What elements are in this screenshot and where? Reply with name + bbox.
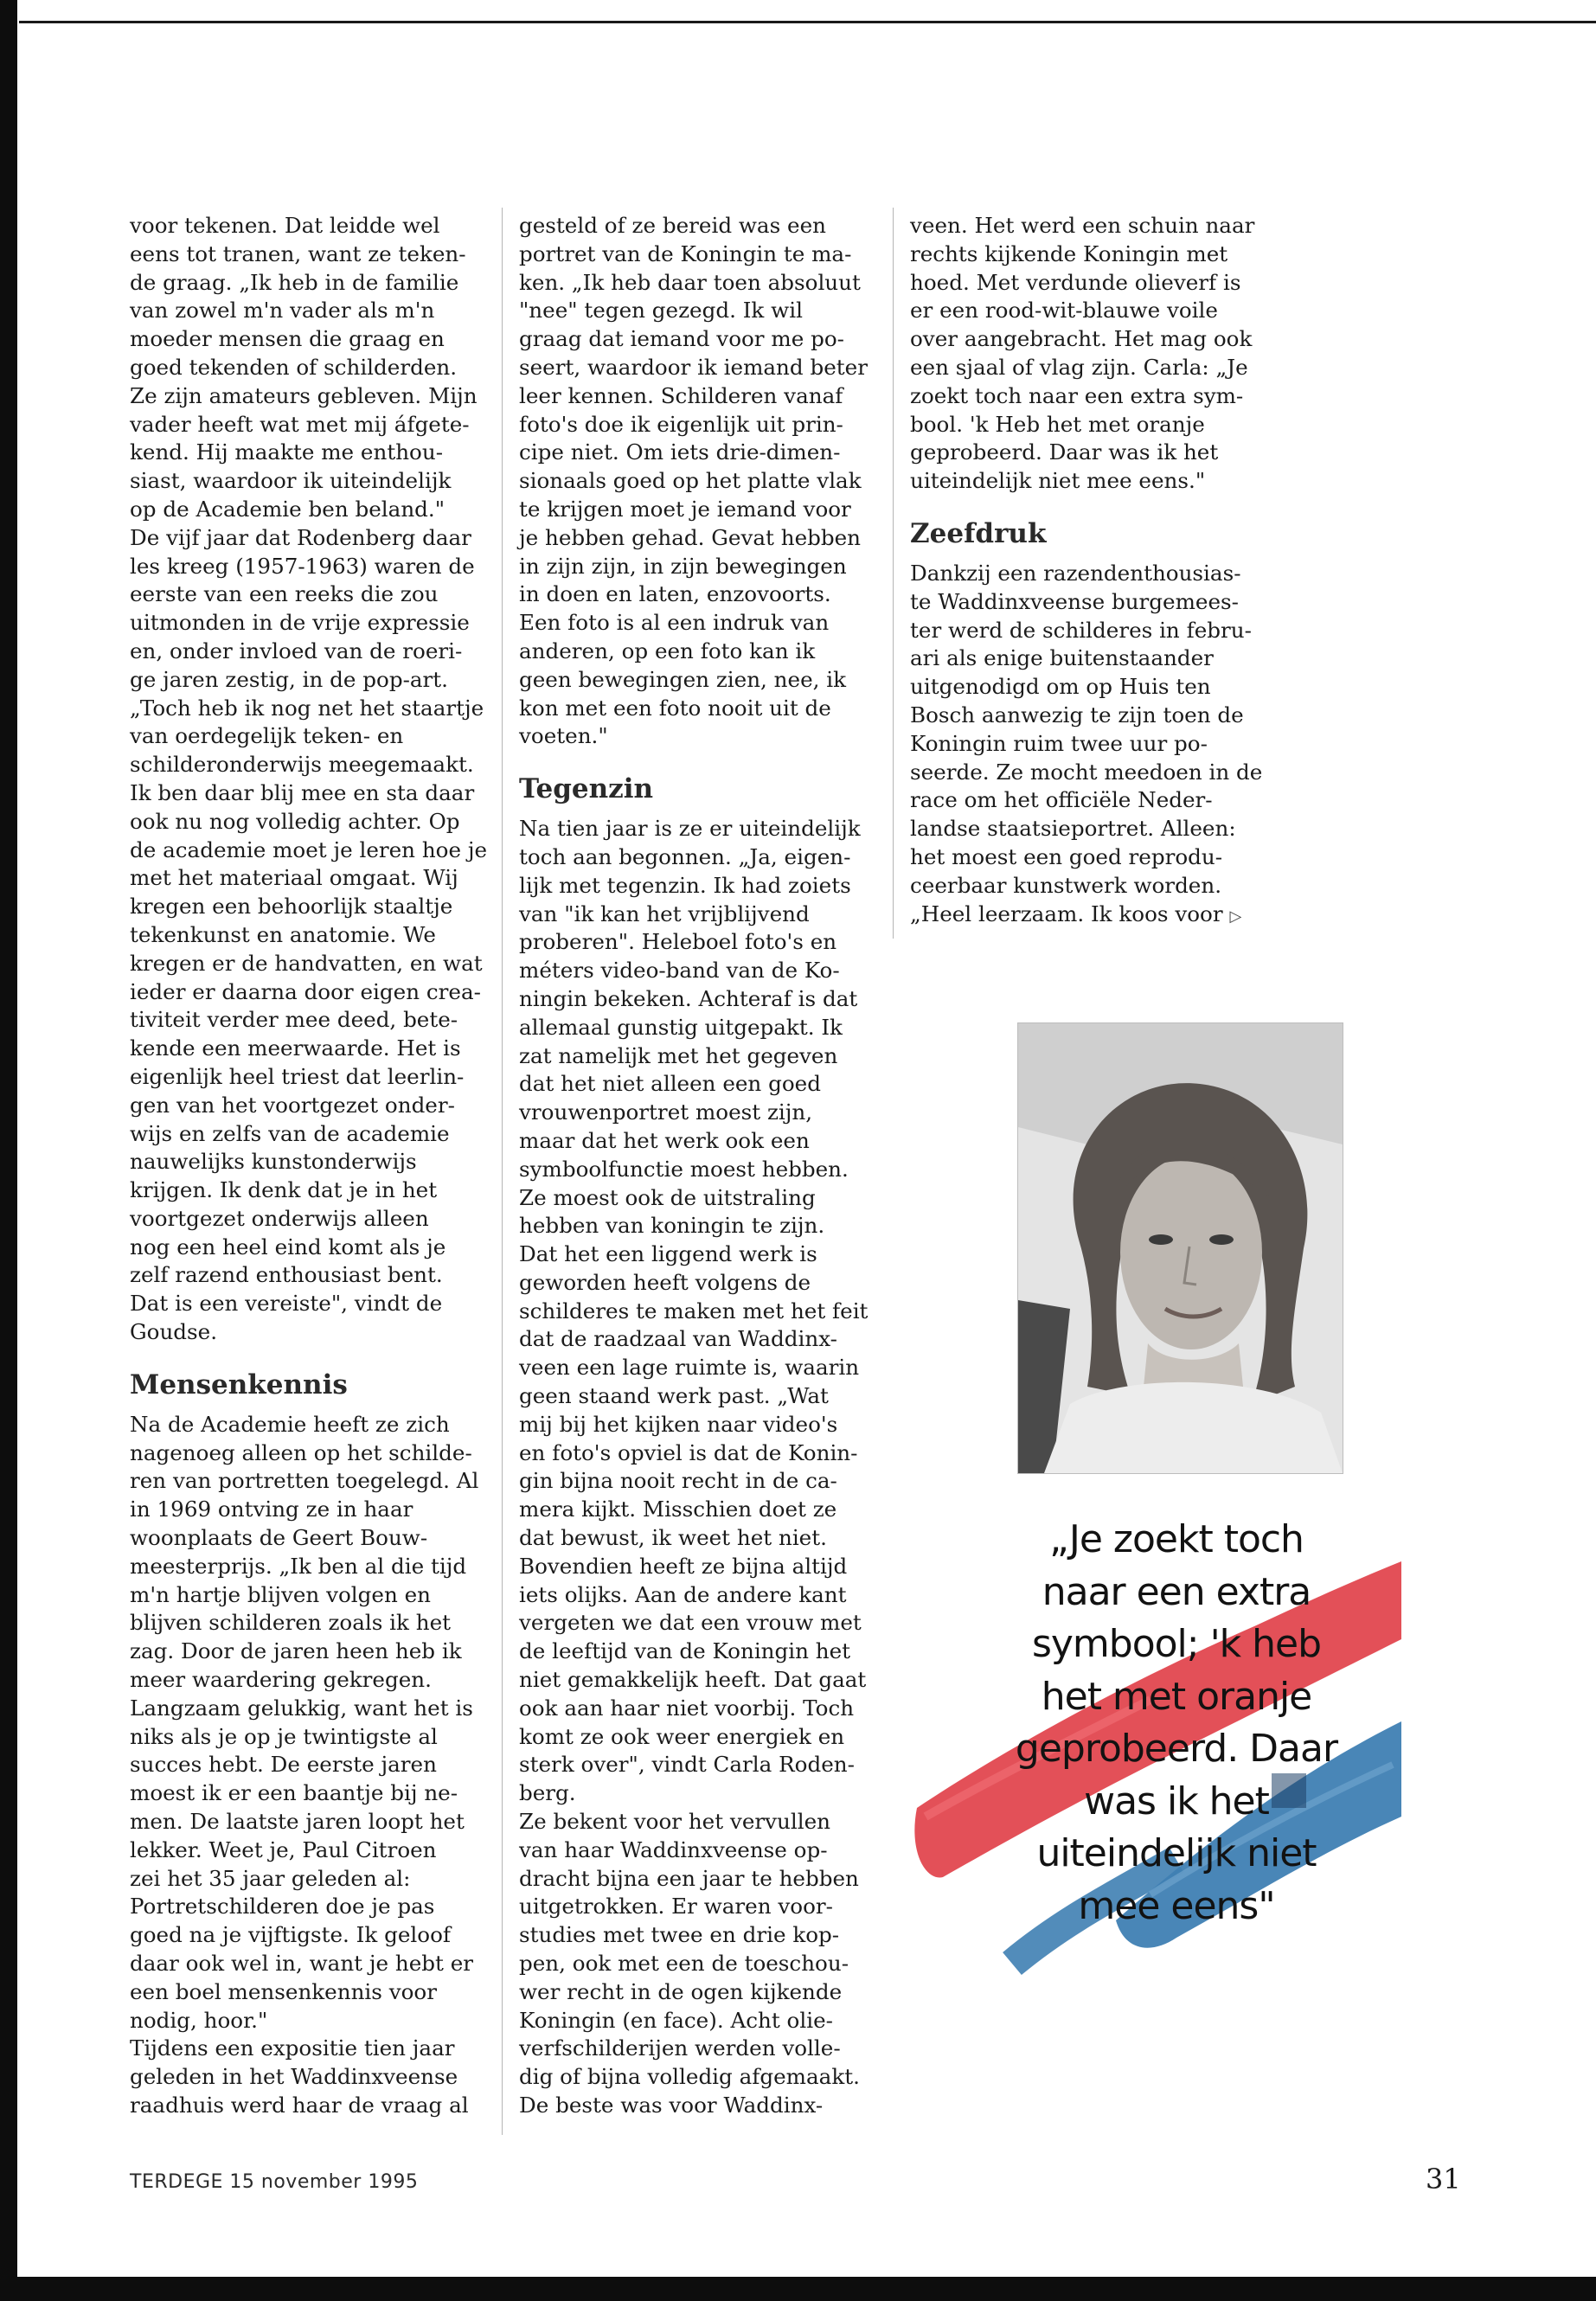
publication-footer: TERDEGE 15 november 1995 (130, 2171, 419, 2193)
text-line: race om het officiële Neder- (910, 787, 1213, 813)
text-line: te Waddinxveense burgemees- (910, 588, 1239, 614)
text-line: Goudse. (130, 1319, 218, 1345)
text-line: verfschilderijen werden volle- (519, 2035, 841, 2061)
text-line: ook nu nog volledig achter. Op (130, 808, 460, 834)
text-line: dig of bijna volledig afgemaakt. (519, 2064, 860, 2090)
text-line: ken. „Ik heb daar toen absoluut (519, 269, 861, 295)
text-line: bool. 'k Heb het met oranje (910, 411, 1205, 437)
text-line: voor tekenen. Dat leidde wel (130, 213, 440, 238)
column-2 (519, 212, 869, 2120)
text-line: van oerdegelijk teken- en (130, 723, 404, 749)
text-line: nauwelijks kunstonderwijs (130, 1149, 417, 1175)
text-line: kon met een foto nooit uit de (519, 695, 831, 721)
text-line: tiviteit verder mee deed, bete- (130, 1007, 458, 1033)
text-line: ari als enige buitenstaander (910, 645, 1214, 671)
column-3-body-2 (910, 560, 1263, 901)
text-line: Ik ben daar blij mee en sta daar (130, 779, 475, 805)
text-line: Bovendien heeft ze bijna altijd (519, 1553, 848, 1579)
text-line: vrouwenportret moest zijn, (519, 1099, 813, 1125)
text-line: geprobeerd. Daar was ik het (910, 439, 1219, 465)
text-line: lekker. Weet je, Paul Citroen (130, 1836, 437, 1862)
pull-quote-line: „Je zoekt toch (1049, 1517, 1304, 1561)
text-line: hebben van koningin te zijn. (519, 1213, 825, 1239)
text-line: dat de raadzaal van Waddinx- (519, 1326, 837, 1352)
text-line: Langzaam gelukkig, want het is (130, 1695, 473, 1721)
text-line: gen van het voortgezet onder- (130, 1092, 455, 1118)
text-line: een boel mensenkennis voor (130, 1978, 437, 2004)
portrait-photo (1017, 1022, 1343, 1474)
text-line: mij bij het kijken naar video's (519, 1411, 838, 1437)
column-2-body-2 (519, 815, 869, 2120)
text-line: met het materiaal omgaat. Wij (130, 865, 458, 891)
text-line: krijgen. Ik denk dat je in het (130, 1177, 438, 1203)
text-line: wijs en zelfs van de academie (130, 1120, 450, 1146)
page-number: 31 (1426, 2163, 1461, 2195)
text-line: toch aan begonnen. „Ja, eigen- (519, 843, 851, 869)
text-line: Na de Academie heeft ze zich (130, 1411, 450, 1437)
text-line: Een foto is al een indruk van (519, 610, 830, 636)
text-line: moeder mensen die graag en (130, 326, 445, 352)
pull-quote-line: het met oranje (1041, 1674, 1312, 1719)
section-heading-zeefdruk: Zeefdruk (910, 517, 1047, 549)
pull-quote-line: uiteindelijk niet (1036, 1831, 1317, 1875)
text-line: ook aan haar niet voorbij. Toch (519, 1695, 855, 1721)
text-line: woonplaats de Geert Bouw- (130, 1525, 428, 1551)
text-line: goed tekenden of schilderden. (130, 354, 458, 380)
text-line: de graag. „Ik heb in de familie (130, 269, 459, 295)
pull-quote-line: was ik het (1084, 1779, 1269, 1823)
column-2-body (519, 212, 868, 751)
text-line: schilderonderwijs meegemaakt. (130, 752, 474, 778)
section-heading-tegenzin: Tegenzin (519, 773, 654, 805)
text-line: komt ze ook weer energiek en (519, 1723, 845, 1749)
text-line: raadhuis werd haar de vraag al (130, 2093, 469, 2118)
text-line: kend. Hij maakte me enthou- (130, 439, 444, 465)
text-line: uitmonden in de vrije expressie (130, 610, 470, 636)
text-line: proberen". Heleboel foto's en (519, 929, 837, 955)
text-line: ren van portretten toegelegd. Al (130, 1468, 479, 1494)
text-line: sterk over", vindt Carla Roden- (519, 1752, 855, 1778)
text-line: meesterprijs. „Ik ben al die tijd (130, 1553, 467, 1579)
pull-quote-line: naar een extra (1042, 1569, 1311, 1614)
scan-bottom-edge (0, 2277, 1596, 2301)
text-line: daar ook wel in, want je hebt er (130, 1951, 474, 1977)
text-line: er een rood-wit-blauwe voile (910, 298, 1218, 324)
text-line: studies met twee en drie kop- (519, 1922, 840, 1948)
text-line: ningin bekeken. Achteraf is dat (519, 985, 858, 1011)
text-line: Ze moest ook de uitstraling (519, 1184, 816, 1210)
text-line: sionaals goed op het platte vlak (519, 468, 862, 494)
text-line: geen bewegingen zien, nee, ik (519, 666, 847, 692)
text-line: symboolfunctie moest hebben. (519, 1156, 849, 1182)
column-1 (130, 212, 488, 2120)
text-line: kregen een behoorlijk staaltje (130, 894, 453, 920)
text-line: Koningin ruim twee uur po- (910, 730, 1208, 756)
text-line: nog een heel eind komt als je (130, 1234, 446, 1259)
text-line: Tijdens een expositie tien jaar (130, 2035, 455, 2061)
text-line: zat namelijk met het gegeven (519, 1042, 838, 1068)
column-3-body (910, 212, 1256, 496)
text-line: in 1969 ontving ze in haar (130, 1497, 413, 1522)
text-line: de leeftijd van de Koningin het (519, 1638, 851, 1664)
text-line: voeten." (519, 723, 608, 749)
text-line: kende een meerwaarde. Het is (130, 1035, 461, 1061)
text-line: ter werd de schilderes in febru- (910, 617, 1252, 643)
text-line: berg. (519, 1780, 576, 1806)
text-line: uiteindelijk niet mee eens." (910, 468, 1206, 494)
text-line: dat het niet alleen een goed (519, 1071, 821, 1097)
text-line: De beste was voor Waddinx- (519, 2093, 824, 2118)
text-line: seert, waardoor ik iemand beter (519, 354, 868, 380)
text-line: veen. Het werd een schuin naar (910, 213, 1255, 238)
text-line: les kreeg (1957-1963) waren de (130, 553, 475, 579)
text-line: geworden heeft volgens de (519, 1269, 811, 1295)
text-line: Na tien jaar is ze er uiteindelijk (519, 816, 861, 842)
triangle-right-icon: ▷ (1229, 907, 1242, 926)
text-line: siast, waardoor ik uiteindelijk (130, 468, 452, 494)
section-heading-mensenkennis: Mensenkennis (130, 1368, 348, 1400)
text-line: nagenoeg alleen op het schilde- (130, 1439, 472, 1465)
text-line: kregen er de handvatten, en wat (130, 950, 483, 976)
text-line: anderen, op een foto kan ik (519, 638, 816, 663)
text-line: iets olijks. Aan de andere kant (519, 1581, 847, 1607)
last-line-text: „Heel leerzaam. Ik koos voor (910, 901, 1223, 926)
text-line: te krijgen moet je iemand voor (519, 496, 851, 522)
text-line: van haar Waddinxveense op- (519, 1836, 828, 1862)
text-line: men. De laatste jaren loopt het (130, 1809, 465, 1835)
text-line: in doen en laten, enzovoorts. (519, 581, 831, 607)
text-line: meer waardering gekregen. (130, 1667, 432, 1693)
column-rule-2 (893, 208, 894, 939)
text-line: m'n hartje blijven volgen en (130, 1581, 431, 1607)
text-line: veen een lage ruimte is, waarin (519, 1355, 860, 1381)
text-line: tekenkunst en anatomie. We (130, 921, 436, 947)
text-line: voortgezet onderwijs alleen (130, 1205, 429, 1231)
text-line: zag. Door de jaren heen heb ik (130, 1638, 462, 1664)
column-3 (910, 212, 1263, 931)
text-line: portret van de Koningin te ma- (519, 240, 852, 266)
text-line: leer kennen. Schilderen vanaf (519, 382, 843, 408)
text-line: geen staand werk past. „Wat (519, 1383, 829, 1409)
text-line: schilderes te maken met het feit (519, 1298, 869, 1324)
text-line: zei het 35 jaar geleden al: (130, 1865, 411, 1891)
column-rule-1 (502, 208, 503, 2135)
text-line: landse staatsieportret. Alleen: (910, 816, 1236, 842)
text-line: de academie moet je leren hoe je (130, 836, 488, 862)
text-line: eens tot tranen, want ze teken- (130, 240, 466, 266)
text-line: gin bijna nooit recht in de ca- (519, 1468, 837, 1494)
text-line: ieder er daarna door eigen crea- (130, 978, 481, 1004)
text-line: een sjaal of vlag zijn. Carla: „Je (910, 354, 1248, 380)
text-line: méters video-band van de Ko- (519, 958, 840, 984)
text-line: van "ik kan het vrijblijvend (519, 901, 810, 926)
text-line: vergeten we dat een vrouw met (519, 1610, 862, 1636)
text-line: ceerbaar kunstwerk worden. (910, 872, 1222, 898)
text-line: op de Academie ben beland." (130, 496, 445, 522)
text-line: maar dat het werk ook een (519, 1127, 810, 1153)
text-line: en, onder invloed van de roeri- (130, 638, 463, 663)
text-line: van zowel m'n vader als m'n (130, 298, 435, 324)
text-line: Koningin (en face). Acht olie- (519, 2007, 833, 2033)
text-line: dat bewust, ik weet het niet. (519, 1525, 827, 1551)
text-line: seerde. Ze mocht meedoen in de (910, 759, 1263, 785)
text-line: moest ik er een baantje bij ne- (130, 1780, 458, 1806)
pull-quote-line: mee eens" (1078, 1883, 1275, 1928)
scan-left-edge (0, 0, 17, 2301)
pull-quote (969, 1514, 1384, 1932)
text-line: blijven schilderen zoals ik het (130, 1610, 452, 1636)
text-line: zoekt toch naar een extra sym- (910, 382, 1244, 408)
text-line: Ze bekent voor het vervullen (519, 1809, 830, 1835)
text-line: nodig, hoor." (130, 2007, 268, 2033)
text-line: cipe niet. Om iets drie-dimen- (519, 439, 841, 465)
text-line: mera kijkt. Misschien doet ze (519, 1497, 837, 1522)
text-line: graag dat iemand voor me po- (519, 326, 844, 352)
text-line: De vijf jaar dat Rodenberg daar (130, 524, 471, 550)
text-line: niks als je op je twintigste al (130, 1723, 438, 1749)
pull-quote-line: symbool; 'k heb (1031, 1622, 1322, 1666)
text-line: lijk met tegenzin. Ik had zoiets (519, 872, 851, 898)
text-line: in zijn zijn, in zijn bewegingen (519, 553, 847, 579)
text-line: niet gemakkelijk heeft. Dat gaat (519, 1667, 867, 1693)
text-line: Dankzij een razendenthousias- (910, 560, 1241, 586)
text-line: pen, ook met een de toeschou- (519, 1951, 849, 1977)
column-3-last-line (910, 901, 1256, 932)
text-line: ge jaren zestig, in de pop-art. (130, 666, 448, 692)
text-line: wer recht in de ogen kijkende (519, 1978, 843, 2004)
text-line: geleden in het Waddinxveense (130, 2064, 458, 2090)
text-line: gesteld of ze bereid was een (519, 213, 826, 238)
text-line: hoed. Met verdunde olieverf is (910, 269, 1241, 295)
text-line: over aangebracht. Het mag ook (910, 326, 1253, 352)
text-line: Ze zijn amateurs gebleven. Mijn (130, 382, 478, 408)
text-line: Dat het een liggend werk is (519, 1241, 817, 1267)
text-line: goed na je vijftigste. Ik geloof (130, 1922, 451, 1948)
text-line: allemaal gunstig uitgepakt. Ik (519, 1014, 843, 1040)
column-1-body-2 (130, 1411, 479, 2120)
text-line: foto's doe ik eigenlijk uit prin- (519, 411, 843, 437)
text-line: zelf razend enthousiast bent. (130, 1262, 443, 1288)
text-line: uitgenodigd om op Huis ten (910, 674, 1211, 700)
scan-top-edge (19, 21, 1596, 23)
pull-quote-line: geprobeerd. Daar (1015, 1727, 1338, 1771)
text-line: vader heeft wat met mij áfgete- (130, 411, 470, 437)
text-line: dracht bijna een jaar te hebben (519, 1865, 859, 1891)
text-line: eerste van een reeks die zou (130, 581, 439, 607)
text-line: uitgetrokken. Er waren voor- (519, 1894, 833, 1920)
text-line: succes hebt. De eerste jaren (130, 1752, 437, 1778)
text-line: het moest een goed reprodu- (910, 843, 1223, 869)
text-line: en foto's opviel is dat de Konin- (519, 1439, 858, 1465)
column-1-body (130, 212, 488, 1347)
text-line: Dat is een vereiste", vindt de (130, 1291, 443, 1317)
text-line: „Toch heb ik nog net het staartje (130, 695, 484, 721)
text-line: Bosch aanwezig te zijn toen de (910, 702, 1244, 727)
text-line: rechts kijkende Koningin met (910, 240, 1228, 266)
text-line: je hebben gehad. Gevat hebben (519, 524, 862, 550)
text-line: eigenlijk heel triest dat leerlin- (130, 1063, 465, 1089)
text-line: "nee" tegen gezegd. Ik wil (519, 298, 803, 324)
text-line: Portretschilderen doe je pas (130, 1894, 435, 1920)
